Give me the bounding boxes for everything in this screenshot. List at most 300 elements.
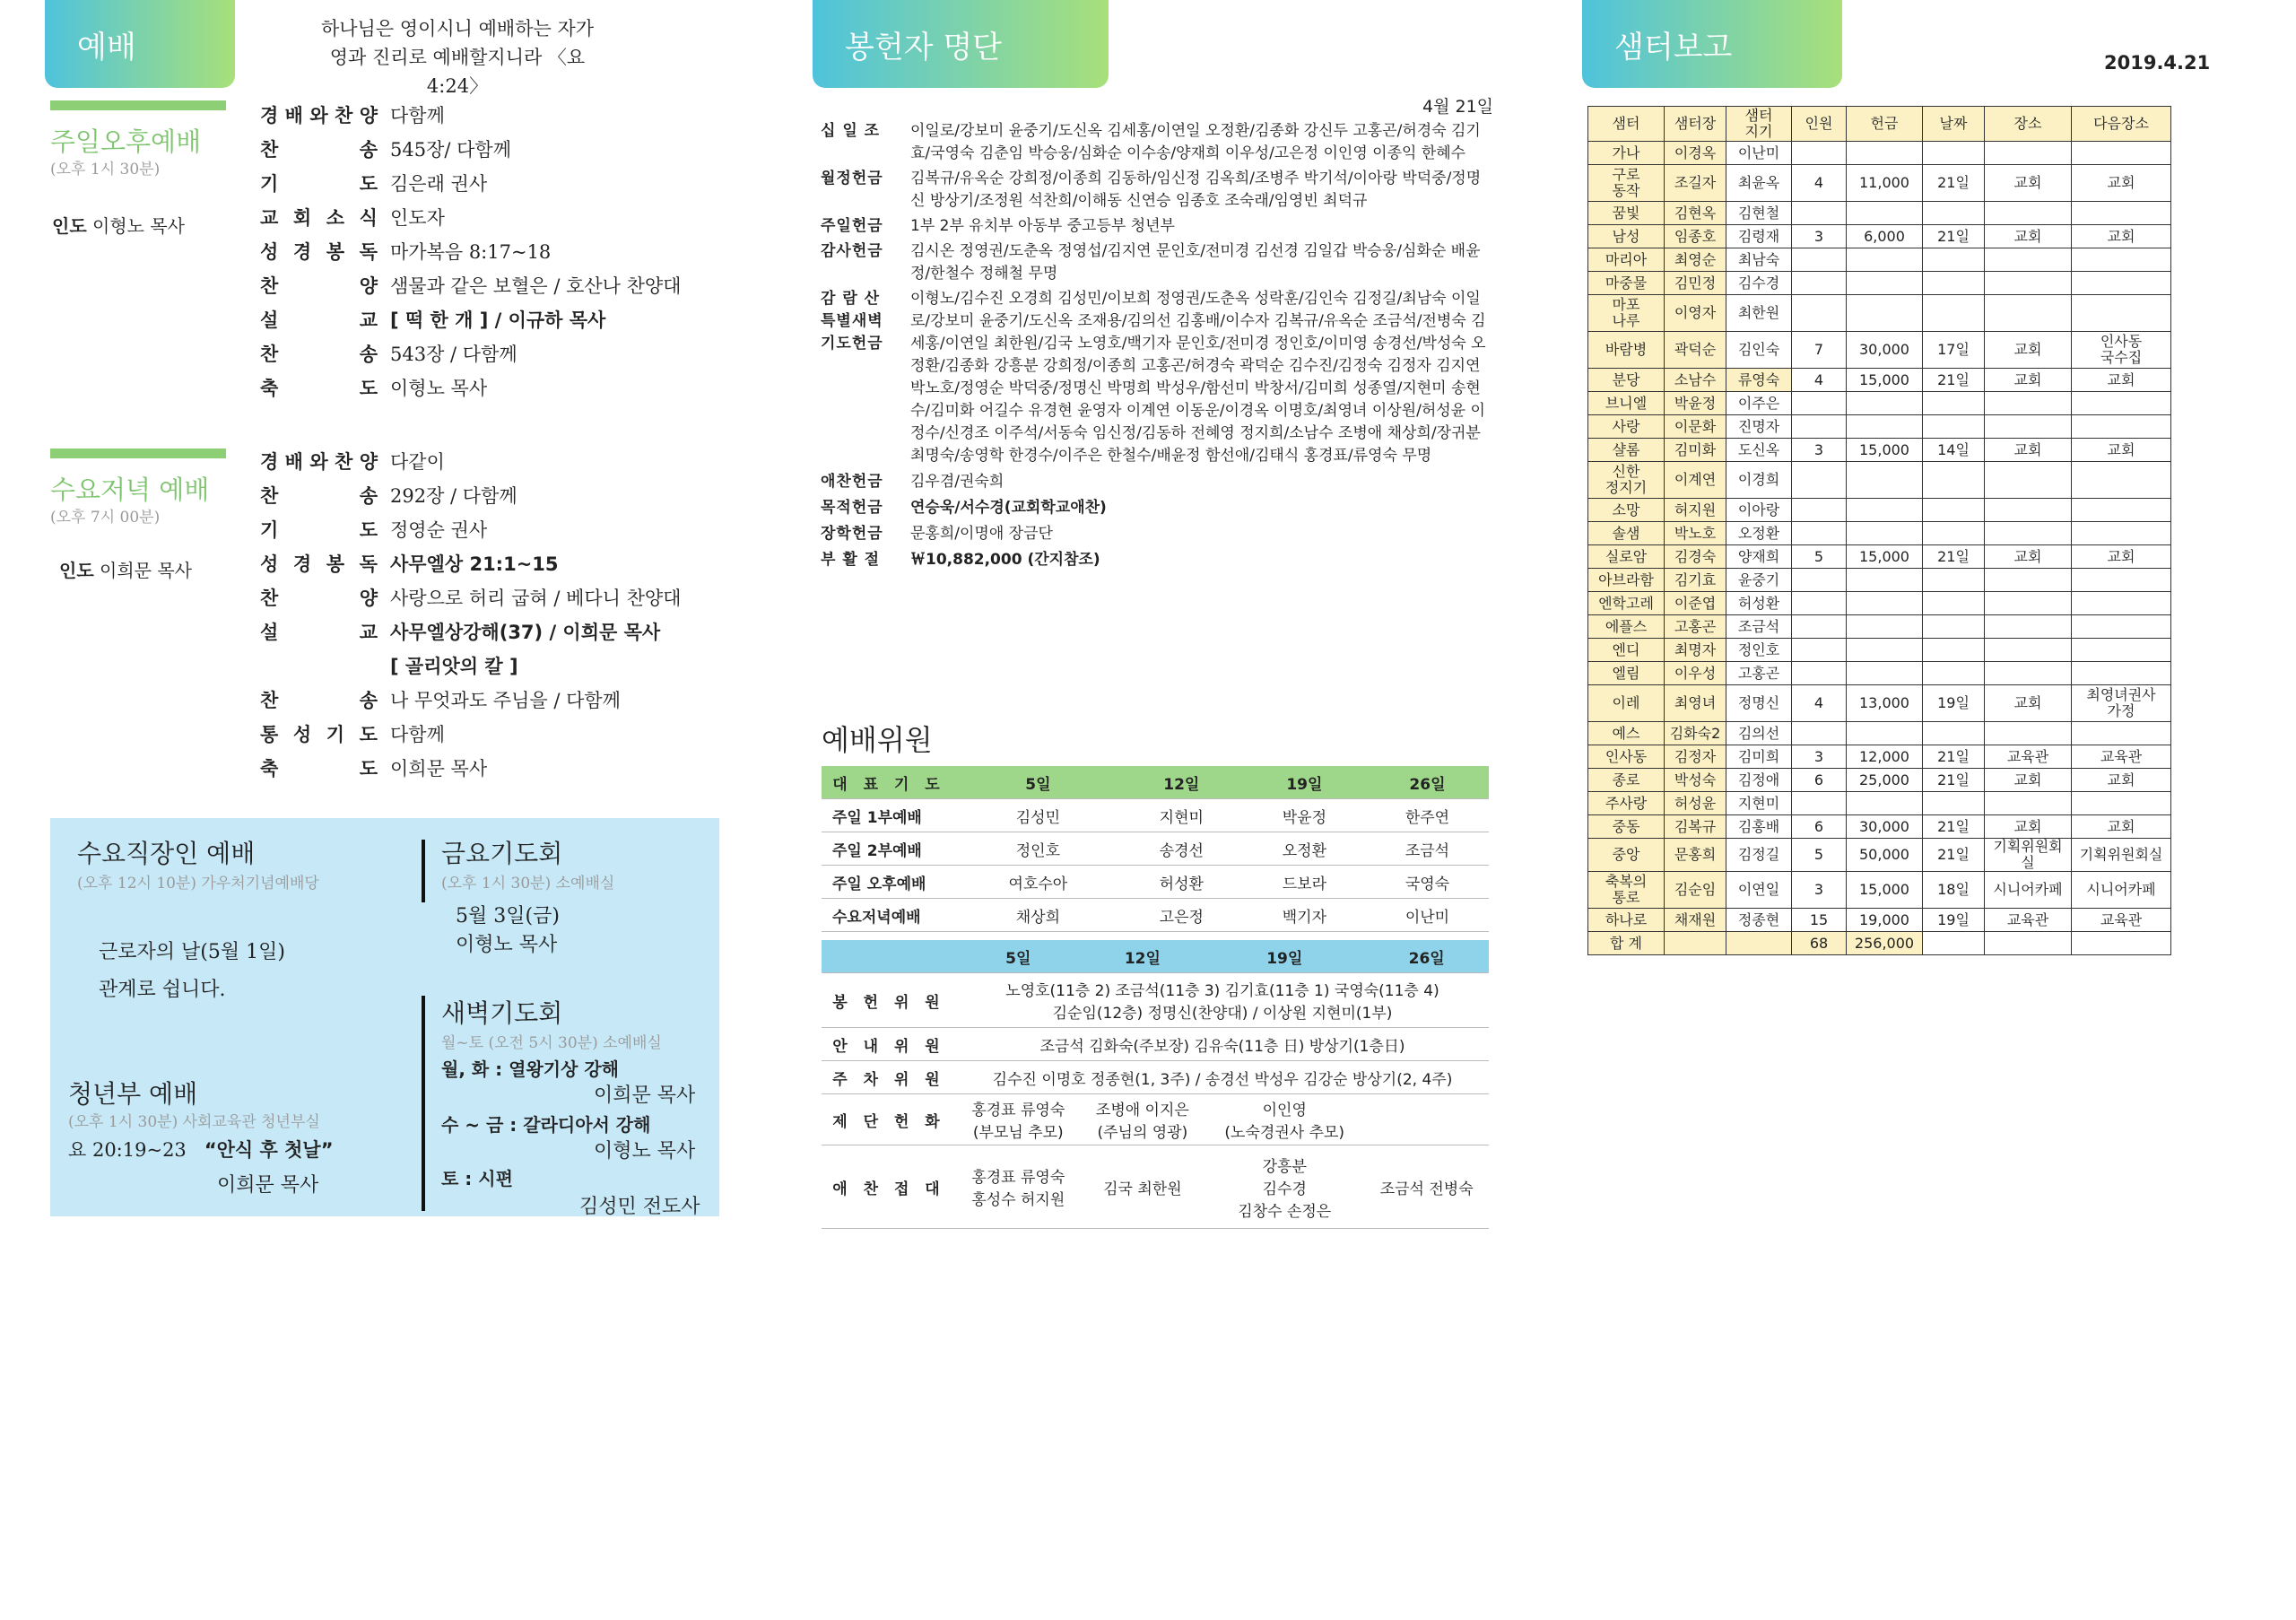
cell-value bbox=[1792, 225, 1847, 248]
order-label-char: 양 bbox=[359, 588, 378, 609]
committee-label: 봉 헌 위 원 bbox=[822, 973, 956, 1028]
cell-line: 13,000 bbox=[1859, 694, 1909, 711]
cell-row bbox=[1588, 592, 2171, 615]
cell-value bbox=[1923, 569, 1985, 592]
cell-value bbox=[1665, 569, 1726, 592]
committee-aechan-line: 조금석 전병숙 bbox=[1379, 1180, 1474, 1198]
cell-row bbox=[1588, 522, 2171, 545]
cell-value bbox=[2072, 392, 2171, 415]
cell-value bbox=[1588, 792, 1665, 815]
donor-names: 이형노/김수진 오경희 김성민/이보희 정영권/도춘옥 성락훈/김인숙 김정길/최남숙 이일로/강보미 윤중기/도신옥 조재용/김의선 김홍배/이수자 김복규/유옥순 조금석/전병숙 김세홍/이연일 최한원/김국 노영호/백기자 문인호/전미경 정인호/이미영 송경선/박성숙 오정환/김종화 강흥분 강희정/이종희 고홍곤/허경숙 곽덕순 김수진/김정숙 김정자 김지연 박노호/정영순 박덕중/정명신 박명희 박성우/함선미 박창서/김미희 성종열/지현미 송현수/김미화 어길수 유경현 윤영자 이계연 이동운/이경옥 이명호/최영녀 이상원/허성윤 이정수/신경조 이주석/서동숙 임신정/김동하 전혜영 정지희/소남수 조병애 채상희/장귀분 최명숙/송영학 한경수/이주은 한철수/배윤정 함선애/김태식 홍경표/류영숙 무명 bbox=[910, 290, 1486, 465]
cell-value bbox=[1985, 592, 2072, 615]
cell-line: 교회 bbox=[2013, 694, 2042, 711]
committee-title: 예배위원 bbox=[822, 723, 933, 757]
cell-line: 21일 bbox=[1937, 547, 1970, 565]
cell-line: 김령재 bbox=[1737, 227, 1780, 245]
order-label bbox=[260, 649, 390, 684]
cell-line: 윤중기 bbox=[1737, 570, 1780, 588]
cell-line: 오정환 bbox=[1737, 524, 1780, 542]
committee-jedan-cell bbox=[956, 1094, 1081, 1145]
order-label-char: 기 bbox=[260, 173, 279, 195]
committee-cell: 조금석 bbox=[1366, 832, 1489, 866]
cell-line: 김민정 bbox=[1674, 274, 1717, 292]
cell-value bbox=[2072, 202, 2171, 225]
donor-label-line: 특별새벽 bbox=[821, 312, 883, 330]
cell-row bbox=[1588, 439, 2171, 462]
cell-line: 교회 bbox=[2107, 174, 2135, 191]
committee-aechan-cell bbox=[956, 1145, 1081, 1229]
cell-line: 이계연 bbox=[1674, 471, 1717, 488]
cell-value bbox=[1847, 165, 1923, 202]
sunday-bar bbox=[50, 100, 226, 110]
cell-value bbox=[1792, 462, 1847, 499]
cell-line: 21일 bbox=[1937, 747, 1970, 765]
cell-value bbox=[1665, 639, 1726, 662]
cell-row bbox=[1588, 909, 2171, 932]
order-value: 정영순 권사 bbox=[390, 519, 488, 541]
cell-line: 교회 bbox=[2013, 547, 2042, 565]
committee-jedan-cell bbox=[1205, 1094, 1364, 1145]
committee-aechan-line: 홍성수 허지원 bbox=[971, 1191, 1065, 1209]
cell-value bbox=[1847, 225, 1923, 248]
donor-label-line: 주일헌금 bbox=[821, 217, 883, 235]
order-label-char: 봉 bbox=[326, 553, 345, 575]
cell-row bbox=[1588, 272, 2171, 295]
cell-line: 신한 bbox=[1612, 463, 1640, 480]
order-value: 543장 / 다함께 bbox=[390, 344, 517, 365]
cell-value bbox=[1847, 202, 1923, 225]
cell-value bbox=[1792, 932, 1847, 955]
committee-cell: 고은정 bbox=[1120, 899, 1243, 932]
cell-value bbox=[1665, 685, 1726, 722]
committee-aechan-line: 강흥분 bbox=[1262, 1157, 1307, 1176]
cell-value bbox=[1985, 815, 2072, 839]
dawn-item-3: 토 : 시편 bbox=[441, 1168, 513, 1189]
cell-value bbox=[1847, 839, 1923, 872]
donor-label bbox=[821, 497, 910, 519]
cell-line: 종로 bbox=[1612, 771, 1640, 788]
committee-row bbox=[822, 866, 1489, 899]
cell-value bbox=[1792, 569, 1847, 592]
order-row bbox=[260, 649, 726, 684]
donor-names: 김우겸/권숙희 bbox=[910, 473, 1004, 491]
donor-label-line: 감사헌금 bbox=[821, 242, 883, 260]
cell-line: 인사동 bbox=[2100, 333, 2143, 350]
order-label-char: 설 bbox=[260, 622, 279, 643]
donor-names: 연승욱/서수경(교회학교애찬) bbox=[910, 499, 1107, 517]
committee-jedan-line: (주님의 영광) bbox=[1097, 1124, 1188, 1142]
cell-header bbox=[1588, 107, 1665, 142]
cell-line: 분당 bbox=[1612, 370, 1640, 388]
cell-value bbox=[1985, 462, 2072, 499]
cell-value bbox=[1923, 745, 1985, 769]
cell-value bbox=[1726, 745, 1792, 769]
cell-value bbox=[1726, 392, 1792, 415]
cell-line: 30,000 bbox=[1859, 817, 1909, 835]
cell-value bbox=[1847, 462, 1923, 499]
order-value: [ 떡 한 개 ] / 이규하 목사 bbox=[390, 309, 606, 331]
cell-value bbox=[1792, 839, 1847, 872]
cell-value bbox=[1923, 839, 1985, 872]
cell-line: 정인호 bbox=[1737, 640, 1780, 658]
cell-header-line: 날짜 bbox=[1939, 115, 1968, 132]
cell-line: 교회 bbox=[2107, 547, 2135, 565]
donor-row bbox=[821, 168, 1493, 213]
cell-value bbox=[1665, 499, 1726, 522]
cell-row bbox=[1588, 745, 2171, 769]
cell-value bbox=[2072, 722, 2171, 745]
order-value: 다함께 bbox=[390, 105, 445, 126]
cell-value bbox=[1923, 815, 1985, 839]
order-label-char: 축 bbox=[260, 378, 279, 399]
donor-label-line: 감 람 산 bbox=[821, 290, 881, 308]
cell-value bbox=[1588, 745, 1665, 769]
leader-name: 이형노 목사 bbox=[92, 215, 185, 237]
wednesday-time: (오후 7시 00분) bbox=[50, 509, 161, 527]
cell-value bbox=[1726, 872, 1792, 909]
order-value: 사무엘상강해(37) / 이희문 목사 bbox=[390, 622, 661, 643]
cell-row bbox=[1588, 499, 2171, 522]
cell-line: 최남숙 bbox=[1737, 250, 1780, 268]
cell-value bbox=[1792, 439, 1847, 462]
cell-row bbox=[1588, 248, 2171, 272]
cell-value bbox=[1588, 592, 1665, 615]
cell-line: 남성 bbox=[1612, 227, 1640, 245]
cell-line: 조금석 bbox=[1737, 617, 1780, 635]
order-label-char: 와 bbox=[309, 105, 328, 126]
cell-header bbox=[1985, 107, 2072, 142]
cell-value bbox=[1792, 722, 1847, 745]
cell-value bbox=[1726, 909, 1792, 932]
cell-line: 이우성 bbox=[1674, 664, 1717, 682]
order-label bbox=[260, 269, 390, 303]
bongheon-line-2: 김순임(12층) 정명신(찬양대) / 이상원 지현미(1부) bbox=[1052, 1005, 1393, 1023]
cell-value bbox=[1923, 662, 1985, 685]
order-label-char: 성 bbox=[260, 241, 279, 263]
cell-line: 실로암 bbox=[1605, 547, 1648, 565]
cell-line: 시니어카페 bbox=[2086, 881, 2156, 898]
cell-value bbox=[1665, 769, 1726, 792]
committee-header-cell: 12일 bbox=[1120, 766, 1243, 799]
cell-value bbox=[1923, 932, 1985, 955]
order-label-char: 도 bbox=[359, 724, 378, 745]
order-row bbox=[260, 547, 726, 581]
order-row bbox=[260, 615, 726, 649]
cell-value bbox=[1847, 792, 1923, 815]
cell-value bbox=[1923, 499, 1985, 522]
cell-value bbox=[2072, 415, 2171, 439]
order-label-char: 봉 bbox=[326, 241, 345, 263]
cell-value bbox=[1792, 392, 1847, 415]
scripture-verse bbox=[305, 14, 610, 100]
cell-line: 김정애 bbox=[1737, 771, 1780, 788]
donor-label-line: 기도헌금 bbox=[821, 335, 883, 353]
order-row bbox=[260, 167, 726, 201]
cell-value bbox=[1726, 569, 1792, 592]
cell-value bbox=[1985, 369, 2072, 392]
cell-value bbox=[1665, 462, 1726, 499]
donor-row bbox=[821, 549, 1493, 571]
cell-line: 김기효 bbox=[1674, 570, 1717, 588]
donor-names: 김복규/유옥순 강희정/이종희 김동하/임신정 김옥희/조병주 박기석/이아랑 박덕중/정명신 방상기/조정원 석찬희/이해동 신연승 임종호 조숙래/임영빈 최덕규 bbox=[910, 170, 1482, 210]
cell-value bbox=[1588, 272, 1665, 295]
cell-line: 12,000 bbox=[1859, 747, 1909, 765]
cell-line: 이준엽 bbox=[1674, 594, 1717, 612]
youth-reference bbox=[68, 1136, 334, 1163]
cell-line: 채재원 bbox=[1674, 910, 1717, 928]
cell-row bbox=[1588, 815, 2171, 839]
cell-value bbox=[1847, 272, 1923, 295]
committee-cell: 이난미 bbox=[1366, 899, 1489, 932]
donor-names: 김시온 정영권/도춘옥 정영섭/김지연 문인호/전미경 김선경 김일갑 박승웅/심화순 배윤정/한철수 정해철 무명 bbox=[910, 242, 1481, 283]
cell-line: 256,000 bbox=[1854, 934, 1915, 952]
cell-line: 조길자 bbox=[1674, 174, 1717, 191]
committee-cell: 김성민 bbox=[956, 799, 1120, 832]
cell-line: 고홍곤 bbox=[1674, 617, 1717, 635]
cell-line: 7 bbox=[1813, 341, 1824, 358]
cell-value bbox=[1726, 295, 1792, 332]
committee-cell: 오정환 bbox=[1243, 832, 1366, 866]
cell-row bbox=[1588, 369, 2171, 392]
cell-row bbox=[1588, 202, 2171, 225]
cell-value bbox=[1985, 745, 2072, 769]
order-label bbox=[260, 684, 390, 718]
cell-line: 바람병 bbox=[1605, 341, 1648, 358]
cell-line: 68 bbox=[1809, 934, 1829, 952]
cell-value bbox=[1923, 872, 1985, 909]
order-row bbox=[260, 99, 726, 133]
cell-header bbox=[1665, 107, 1726, 142]
cell-value bbox=[1665, 522, 1726, 545]
cell-value bbox=[1985, 225, 2072, 248]
committee-jedan bbox=[822, 1094, 1489, 1145]
cell-line: 가정 bbox=[2107, 702, 2135, 719]
cell-value bbox=[1792, 202, 1847, 225]
committee-cell: 박윤정 bbox=[1243, 799, 1366, 832]
cell-value bbox=[2072, 769, 2171, 792]
order-row bbox=[260, 752, 726, 786]
order-row bbox=[260, 684, 726, 718]
cell-value bbox=[1665, 202, 1726, 225]
cell-line: 4 bbox=[1813, 370, 1824, 388]
cell-value bbox=[1923, 142, 1985, 165]
cell-value bbox=[1726, 592, 1792, 615]
cell-value bbox=[2072, 815, 2171, 839]
committee-row-jucha bbox=[822, 1061, 1489, 1094]
cell-value bbox=[1985, 165, 2072, 202]
cell-header-row bbox=[1588, 107, 2171, 142]
box-divider-2 bbox=[422, 996, 425, 1211]
order-row bbox=[260, 371, 726, 405]
cell-line: 시니어카페 bbox=[1993, 881, 2063, 898]
cell-line: 엔디 bbox=[1612, 640, 1640, 658]
cell-value bbox=[1588, 932, 1665, 955]
cell-value bbox=[1923, 225, 1985, 248]
cell-value bbox=[1792, 499, 1847, 522]
cell-value bbox=[1726, 272, 1792, 295]
order-value: 다같이 bbox=[390, 451, 445, 473]
cell-row bbox=[1588, 872, 2171, 909]
cell-value bbox=[1792, 639, 1847, 662]
cell-line: 소남수 bbox=[1674, 370, 1717, 388]
committee-row-bongheon bbox=[822, 973, 1489, 1028]
order-value: 292장 / 다함께 bbox=[390, 485, 517, 507]
bulletin-date: 2019.4.21 bbox=[2104, 52, 2211, 74]
cell-value bbox=[1726, 332, 1792, 369]
cell-value bbox=[1665, 592, 1726, 615]
donor-label bbox=[821, 120, 910, 165]
donor-label bbox=[821, 288, 910, 467]
donor-label-line: 애찬헌금 bbox=[821, 473, 883, 491]
sunday-order bbox=[260, 99, 726, 405]
donors-date: 4월 21일 bbox=[1422, 97, 1494, 117]
committee-label: 애 찬 접 대 bbox=[822, 1145, 956, 1229]
cell-value bbox=[1665, 722, 1726, 745]
order-label-char: 식 bbox=[359, 207, 378, 229]
cell-value bbox=[1985, 685, 2072, 722]
donor-row bbox=[821, 288, 1493, 467]
friday-time: (오후 1시 30분) 소예배실 bbox=[441, 875, 615, 893]
cell-line: 이경옥 bbox=[1674, 144, 1717, 161]
cell-row bbox=[1588, 639, 2171, 662]
order-label-char: 성 bbox=[260, 553, 279, 575]
cell-row bbox=[1588, 392, 2171, 415]
cell-value bbox=[1923, 792, 1985, 815]
cell-value bbox=[2072, 592, 2171, 615]
donor-label bbox=[821, 549, 910, 571]
cell-line: 이레 bbox=[1612, 694, 1640, 711]
cell-line: 19,000 bbox=[1859, 910, 1909, 928]
committee-cell: 여호수아 bbox=[956, 866, 1120, 899]
cell-value bbox=[1588, 662, 1665, 685]
cell-value bbox=[1985, 662, 2072, 685]
cell-value bbox=[1792, 769, 1847, 792]
cell-value bbox=[1665, 662, 1726, 685]
box-divider bbox=[422, 840, 425, 902]
cell-row bbox=[1588, 569, 2171, 592]
order-label-char: 경 bbox=[292, 241, 312, 263]
cell-line: 정지기 bbox=[1605, 479, 1648, 496]
order-row bbox=[260, 513, 726, 547]
order-label-char: 교 bbox=[359, 622, 378, 643]
committee-label: 안 내 위 원 bbox=[822, 1028, 956, 1061]
cell-value bbox=[2072, 685, 2171, 722]
cell-line: 15,000 bbox=[1859, 547, 1909, 565]
cell-value bbox=[1665, 745, 1726, 769]
cell-line: 6 bbox=[1813, 771, 1824, 788]
cell-line: 정명신 bbox=[1737, 694, 1780, 711]
order-label-char: 독 bbox=[359, 553, 378, 575]
cell-line: 이주은 bbox=[1737, 394, 1780, 412]
cell-line: 임종호 bbox=[1674, 227, 1717, 245]
cell-value bbox=[1985, 415, 2072, 439]
cell-line: 김정길 bbox=[1737, 846, 1780, 863]
cell-line: 통로 bbox=[1612, 889, 1640, 906]
committee-header-cell: 19일 bbox=[1243, 766, 1366, 799]
leader-role: 인도 bbox=[52, 215, 87, 237]
cell-line: 이경희 bbox=[1737, 471, 1780, 488]
cell-value bbox=[1792, 745, 1847, 769]
cell-line: 도신옥 bbox=[1737, 440, 1780, 458]
cell-value bbox=[1847, 615, 1923, 639]
cell-header-line: 샘터 bbox=[1612, 115, 1640, 132]
wed-worker-time: (오후 12시 10분) 가우처기념예배당 bbox=[77, 875, 319, 893]
cell-line: 17일 bbox=[1937, 341, 1970, 358]
committee-jedan-line: 홍경표 류영숙 bbox=[971, 1102, 1065, 1119]
committee-aechan-line: 홍경표 류영숙 bbox=[971, 1169, 1065, 1187]
donor-label bbox=[821, 215, 910, 238]
committee-cell: 한주연 bbox=[1366, 799, 1489, 832]
order-label-char: 찬 bbox=[335, 451, 353, 473]
cell-value bbox=[1665, 272, 1726, 295]
cell-line: 허지원 bbox=[1674, 501, 1717, 518]
cell-line: 류영숙 bbox=[1737, 370, 1780, 388]
committee-header-row-2 bbox=[822, 940, 1489, 973]
cell-value bbox=[2072, 615, 2171, 639]
cell-line: 하나로 bbox=[1605, 910, 1648, 928]
committee-header-cell: 26일 bbox=[1366, 766, 1489, 799]
cell-line: 고홍곤 bbox=[1737, 664, 1780, 682]
cell-line: 김미화 bbox=[1674, 440, 1717, 458]
cell-value bbox=[1588, 639, 1665, 662]
cell-line: 교회 bbox=[2013, 817, 2042, 835]
cell-value bbox=[1665, 392, 1726, 415]
cell-line: 김수경 bbox=[1737, 274, 1780, 292]
cell-value bbox=[1665, 815, 1726, 839]
cell-line: 교회 bbox=[2107, 817, 2135, 835]
order-label-char: 찬 bbox=[260, 139, 279, 161]
order-label-char: 소 bbox=[326, 207, 345, 229]
cell-line: 박윤정 bbox=[1674, 394, 1717, 412]
cell-value bbox=[1726, 499, 1792, 522]
donor-row bbox=[821, 240, 1493, 285]
cell-value bbox=[2072, 439, 2171, 462]
committee-header-cell: 26일 bbox=[1364, 940, 1489, 973]
cell-value bbox=[1985, 522, 2072, 545]
cell-value bbox=[1792, 142, 1847, 165]
cell-value bbox=[1985, 272, 2072, 295]
committee-row bbox=[822, 832, 1489, 866]
cell-value bbox=[1923, 332, 1985, 369]
cell-line: 이난미 bbox=[1737, 144, 1780, 161]
cell-line: 교회 bbox=[2013, 440, 2042, 458]
committee-row bbox=[822, 899, 1489, 932]
cell-line: 정종현 bbox=[1737, 910, 1780, 928]
cell-value bbox=[1726, 722, 1792, 745]
committee-header-cell bbox=[822, 940, 956, 973]
order-label bbox=[260, 513, 390, 547]
cell-value bbox=[1847, 769, 1923, 792]
cell-header bbox=[2072, 107, 2171, 142]
cell-value bbox=[1792, 272, 1847, 295]
order-label-char: 와 bbox=[309, 451, 328, 473]
sunday-time: (오후 1시 30분) bbox=[50, 161, 161, 179]
cell-value bbox=[1923, 392, 1985, 415]
cell-value bbox=[1588, 499, 1665, 522]
committee-aechan-cell bbox=[1205, 1145, 1364, 1229]
committee-table-2 bbox=[822, 940, 1489, 1229]
cell-line: 6 bbox=[1813, 817, 1824, 835]
cell-row bbox=[1588, 769, 2171, 792]
cell-value bbox=[1923, 685, 1985, 722]
cell-line: 25,000 bbox=[1859, 771, 1909, 788]
cell-line: 기획위원회실 bbox=[1993, 838, 2063, 871]
cell-line: 허성윤 bbox=[1674, 794, 1717, 812]
cell-line: 5 bbox=[1813, 846, 1824, 863]
cell-line: 15 bbox=[1809, 910, 1829, 928]
cell-value bbox=[1665, 225, 1726, 248]
order-value: 마가복음 8:17~18 bbox=[390, 241, 552, 263]
